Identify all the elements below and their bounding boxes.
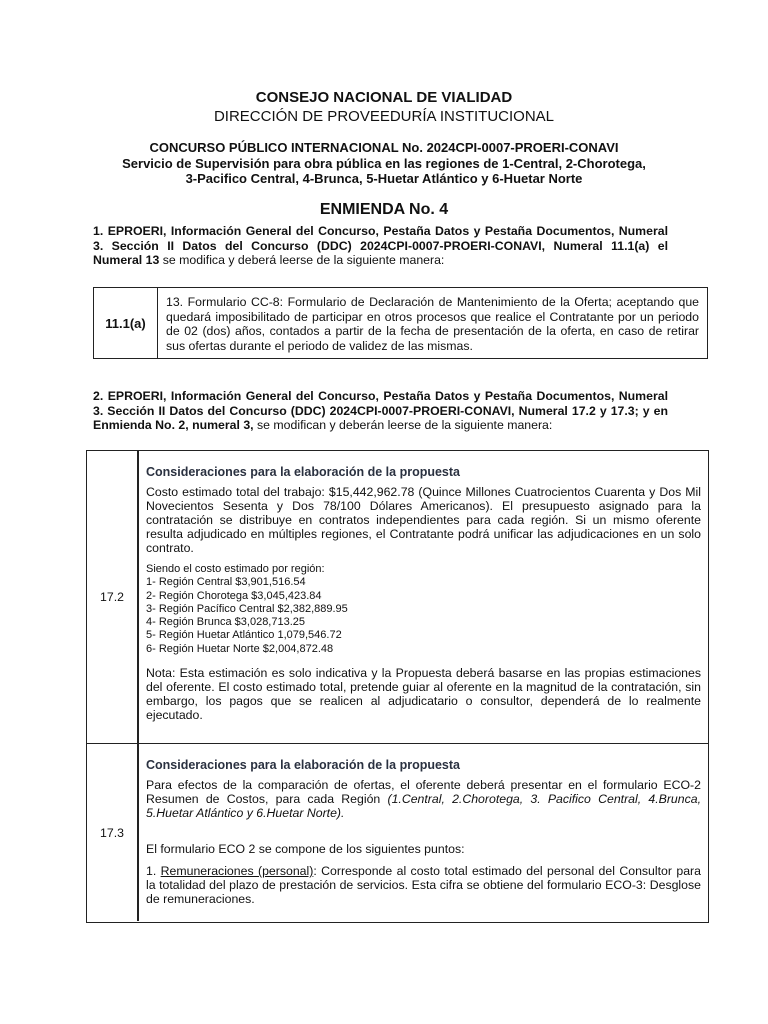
row-17-3-regions-italic: (1.Central, 2.Chorotega, 3. Pacifico Central, 4.Brunca, 5.Huetar Atlántico y 6.Huetar Norte). xyxy=(146,792,701,820)
list-item: 6- Región Huetar Norte $2,004,872.48 xyxy=(146,642,334,655)
table-11-1a-text: 13. Formulario CC-8: Formulario de Declaración de Mantenimiento de la Oferta; aceptando que quedará imposibilitado de participar en otros procesos que realice el Contratante por un periodo de 02 (dos) años, contados a partir de la fecha de presentación de la oferta, en caso de retirar sus ofertas durante el periodo de validez de las mismas. xyxy=(166,295,699,353)
section-2-paragraph xyxy=(93,389,668,433)
list-item: 1- Región Central $3,901,516.54 xyxy=(146,576,306,589)
organization-name: CONSEJO NACIONAL DE VIALIDAD xyxy=(255,89,513,106)
row-17-3-paragraph-1-text: Para efectos de la comparación de ofertas, el oferente deberá presentar en el formulario ECO-2 Resumen de Costos, para cada Región xyxy=(146,778,701,806)
contest-subject-line-2: 3-Pacifico Central, 4-Brunca, 5-Huetar Atlántico y 6-Huetar Norte xyxy=(185,171,583,186)
amendment-title: ENMIENDA No. 4 xyxy=(319,201,449,218)
list-item: 5- Región Huetar Atlántico 1,079,546.72 xyxy=(146,629,342,642)
row-17-3-item-1 xyxy=(146,864,701,906)
row-content-17-3 xyxy=(139,744,708,921)
list-item: 4- Región Brunca $3,028,713.25 xyxy=(146,616,306,629)
item-1-term: Remuneraciones (personal) xyxy=(160,864,314,878)
row-content-17-2 xyxy=(139,451,708,743)
list-item: 2- Región Chorotega $3,045,423.84 xyxy=(146,589,322,602)
row-17-2-cost-paragraph: Costo estimado total del trabajo: $15,442,962.78 (Quince Millones Cuatrocientos Cuarenta y Dos Mil Novecientos Sesenta y Dos 78/100 Dólares Americanos). El presupuesto asignado para la contratación se distribuye en contratos independientes para cada región. Si un mismo oferente resulta adjudicado en múltiples regiones, el Contratante podrá unificar las adjudicaciones en un solo contrato. xyxy=(146,485,701,555)
list-item: 3- Región Pacífico Central $2,382,889.95 xyxy=(146,602,348,615)
table-row-17-3 xyxy=(87,744,708,921)
table-11-1a-label: 11.1(a) xyxy=(94,288,158,358)
row-17-2-list-intro: Siendo el costo estimado por región: xyxy=(146,563,325,575)
contest-heading xyxy=(60,140,708,187)
row-17-3-paragraph-2: El formulario ECO 2 se compone de los siguientes puntos: xyxy=(146,842,465,856)
row-17-2-subtitle: Consideraciones para la elaboración de la propuesta xyxy=(146,465,460,479)
contest-subject-line-1: Servicio de Supervisión para obra pública en las regiones de 1-Central, 2-Chorotega, xyxy=(122,155,646,171)
region-cost-list xyxy=(146,576,701,656)
row-17-3-subtitle: Consideraciones para la elaboración de la propuesta xyxy=(146,758,460,772)
table-row-17-2 xyxy=(87,451,708,744)
table-11-1a xyxy=(93,287,708,359)
table-17 xyxy=(86,450,709,923)
contest-number: CONCURSO PÚBLICO INTERNACIONAL No. 2024CPI-0007-PROERI-CONAVI xyxy=(149,140,619,155)
section-1-paragraph xyxy=(93,224,668,268)
section-2-bold-text: 2. EPROERI, Información General del Concurso, Pestaña Datos y Pestaña Documentos, Numeral 3. Sección II Datos del Concurso (DDC) 2024CPI-0007-PROERI-CONAVI, Numeral 17.2 y 17.3; y en Enmienda No. 2, numeral 3, xyxy=(93,389,668,433)
row-17-2-note: Nota: Esta estimación es solo indicativa y la Propuesta deberá basarse en las propias estimaciones del oferente. El costo estimado total, pretende guiar al oferente en la magnitud de la contratación, sin embargo, los pagos que se realicen al adjudicatario o consultor, dependerá de lo realmente ejecutado. xyxy=(146,666,701,723)
row-label-17-2: 17.2 xyxy=(87,451,139,743)
department-name: DIRECCIÓN DE PROVEEDURÍA INSTITUCIONAL xyxy=(213,108,555,125)
section-2-text: se modifican y deberán leerse de la siguiente manera: xyxy=(253,418,553,433)
row-label-17-3: 17.3 xyxy=(87,744,139,921)
item-1-text: : Corresponde al costo total estimado del personal del Consultor para la totalidad del plazo de prestación de servicios. Esta cifra se obtiene del formulario ECO-3: Desglose de remuneraciones. xyxy=(146,864,701,906)
section-1-text: se modifica y deberá leerse de la siguiente manera: xyxy=(159,253,445,268)
section-1-bold-text: 1. EPROERI, Información General del Concurso, Pestaña Datos y Pestaña Documentos, Numeral 3. Sección II Datos del Concurso (DDC) 2024CPI-0007-PROERI-CONAVI, Numeral 11.1(a) el Numeral 13 xyxy=(93,224,668,268)
item-1-number: 1. xyxy=(146,864,161,878)
row-17-3-paragraph-1 xyxy=(146,778,701,820)
